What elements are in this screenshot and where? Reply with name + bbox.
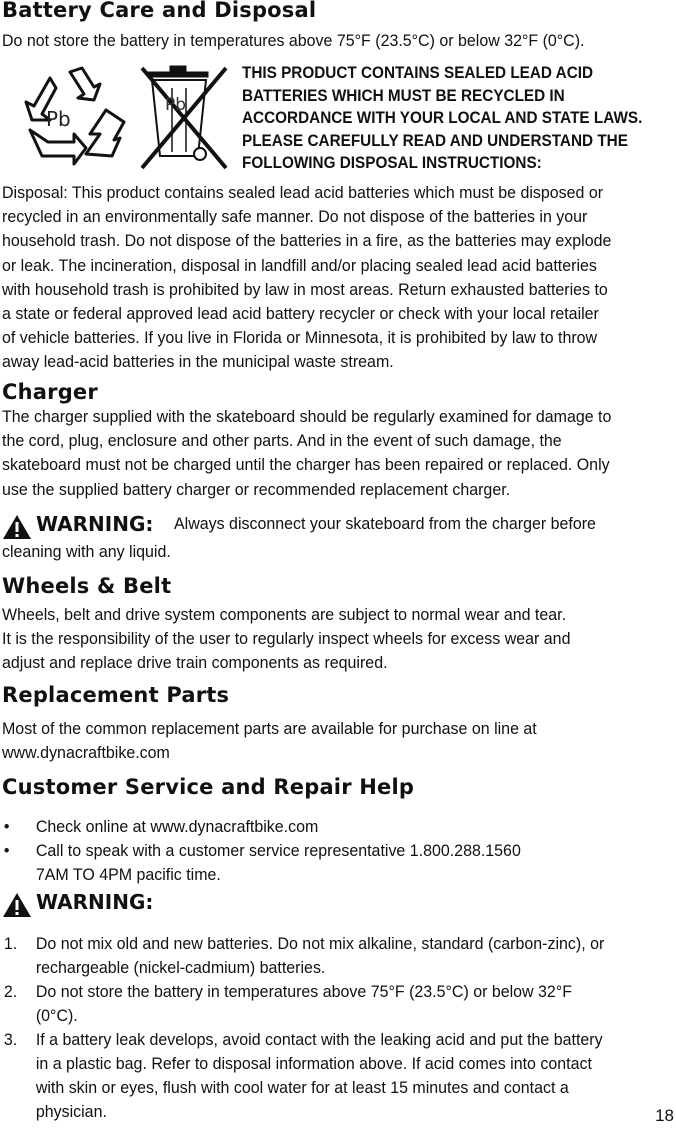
list-item <box>2 980 604 1028</box>
item-number: 2. <box>3 982 18 1001</box>
charger-warning <box>2 514 674 538</box>
disposal-line: household trash. Do not dispose of the batteries in a fire, as the batteries may explode <box>2 231 612 251</box>
notice-line: PLEASE CAREFULLY READ AND UNDERSTAND THE <box>242 130 628 150</box>
charger-line: skateboard must not be charged until the charger has been repaired or replaced. Only <box>2 455 610 475</box>
warning-triangle-icon <box>2 514 32 540</box>
disposal-paragraph <box>2 181 674 375</box>
notice-line: THIS PRODUCT CONTAINS SEALED LEAD ACID <box>242 63 594 82</box>
warning-label: WARNING: <box>36 890 154 914</box>
bullet: • <box>3 841 10 860</box>
wheels-paragraph <box>2 603 674 676</box>
notice-line: ACCORDANCE WITH YOUR LOCAL AND STATE LAWS. <box>242 108 643 127</box>
warning-item-line: If a battery leak develops, avoid contact with the leaking acid and put the battery <box>35 1030 603 1049</box>
warning-item-line: in a plastic bag. Refer to disposal information above. If acid comes into contact <box>35 1054 592 1073</box>
warning-text: Always disconnect your skateboard from the charger before <box>174 514 596 533</box>
recycling-icons <box>20 64 240 176</box>
item-number: 3. <box>3 1030 18 1049</box>
service-warning-heading <box>2 892 302 918</box>
battery-intro-text: Do not store the battery in temperatures above 75°F (23.5°C) or below 32°F (0°C). <box>2 31 585 50</box>
page-number: 18 <box>655 1106 674 1125</box>
warning-list <box>2 932 643 1124</box>
list-item <box>2 932 604 980</box>
bin-pb-label: Pb <box>165 95 187 115</box>
parts-line: Most of the common replacement parts are available for purchase on line at <box>2 719 537 738</box>
warning-item-line: rechargeable (nickel-cadmium) batteries. <box>35 958 326 977</box>
notice-line: BATTERIES WHICH MUST BE RECYCLED IN <box>242 85 565 105</box>
service-item-line: 7AM TO 4PM pacific time. <box>35 865 221 884</box>
disposal-line: or leak. The incineration, disposal in landfill and/or placing sealed lead acid batteries <box>2 255 597 275</box>
warning-item-line: Do not mix old and new batteries. Do not mix alkaline, standard (carbon-zinc), or <box>35 934 605 953</box>
list-item <box>2 839 521 887</box>
lead-acid-notice <box>242 62 642 175</box>
charger-line: The charger supplied with the skateboard should be regularly examined for damage to <box>2 407 612 426</box>
disposal-line: Disposal: This product contains sealed lead acid batteries which must be disposed or <box>2 183 604 202</box>
service-item-line: Call to speak with a customer service representative 1.800.288.1560 <box>35 841 521 860</box>
crossed-bin-icon <box>142 66 226 168</box>
charger-warning-cont <box>2 540 674 564</box>
parts-section-title: Replacement Parts <box>2 683 230 707</box>
wheels-section-title: Wheels & Belt <box>2 574 172 598</box>
recycle-pb-icon <box>20 64 240 176</box>
service-section-title: Customer Service and Repair Help <box>2 775 415 799</box>
warning-item-line: with skin or eyes, flush with cool water for at least 15 minutes and contact a <box>35 1078 569 1097</box>
service-list <box>2 815 554 887</box>
disposal-line: of vehicle batteries. If you live in Florida or Minnesota, it is prohibited by law to throw <box>2 328 598 348</box>
warning-triangle-icon <box>2 892 32 918</box>
warning-label: WARNING: <box>36 512 154 536</box>
wheels-line: Wheels, belt and drive system components are subject to normal wear and tear. <box>2 605 567 624</box>
warning-item-line: physician. <box>35 1102 107 1121</box>
battery-intro <box>2 29 674 53</box>
charger-section-title: Charger <box>2 380 98 404</box>
wheels-line: adjust and replace drive train components as required. <box>2 653 388 673</box>
parts-link[interactable]: www.dynacraftbike.com <box>2 743 170 763</box>
wheels-line: It is the responsibility of the user to regularly inspect wheels for excess wear and <box>2 629 571 649</box>
recycle-pb-label: Pb <box>46 107 71 131</box>
warning-item-line: Do not store the battery in temperatures above 75°F (23.5°C) or below 32°F <box>35 982 572 1001</box>
charger-line: the cord, plug, enclosure and other parts. And in the event of such damage, the <box>2 431 562 451</box>
disposal-line: away lead-acid batteries in the municipal waste stream. <box>2 352 394 372</box>
charger-paragraph <box>2 405 674 502</box>
disposal-line: recycled in an environmentally safe manner. Do not dispose of the batteries in your <box>2 207 588 227</box>
charger-line: use the supplied battery charger or recommended replacement charger. <box>2 479 511 499</box>
item-number: 1. <box>3 934 18 953</box>
list-item <box>2 1028 604 1124</box>
bullet: • <box>3 817 10 836</box>
warning-text-line2: cleaning with any liquid. <box>2 542 171 561</box>
disposal-line: with household trash is prohibited by law in most areas. Return exhausted batteries to <box>2 279 608 299</box>
disposal-line: a state or federal approved lead acid battery recycler or check with your local retailer <box>2 304 599 324</box>
list-item <box>2 815 521 839</box>
warning-item-line: (0°C). <box>35 1006 78 1025</box>
parts-paragraph <box>2 717 674 765</box>
battery-section-title: Battery Care and Disposal <box>2 0 317 22</box>
service-item-line: Check online at www.dynacraftbike.com <box>35 817 319 836</box>
notice-line: FOLLOWING DISPOSAL INSTRUCTIONS: <box>242 153 542 172</box>
